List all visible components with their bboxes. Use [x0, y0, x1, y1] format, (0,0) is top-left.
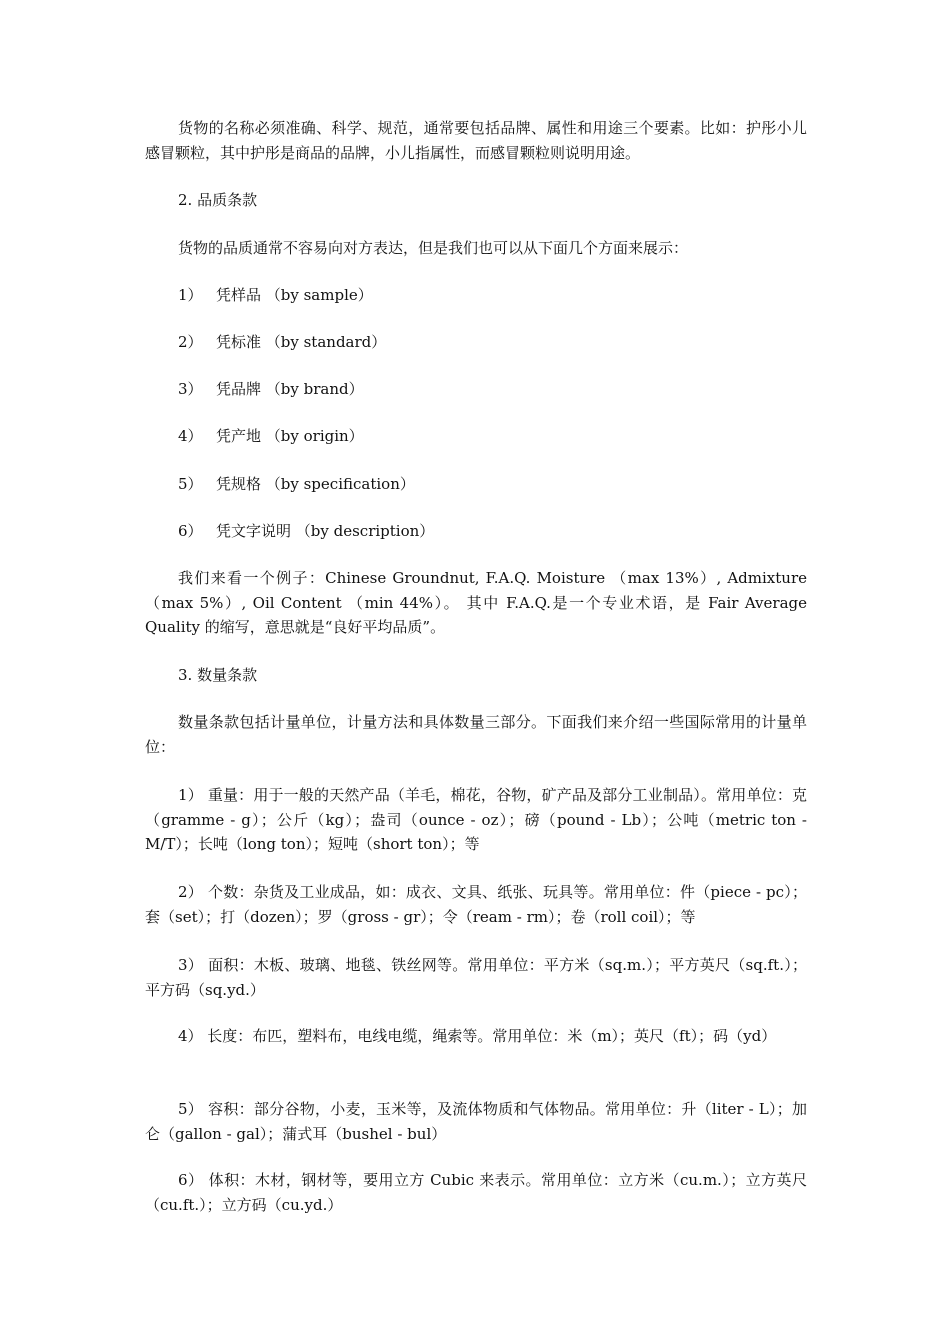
quality-intro-paragraph: 货物的品质通常不容易向对方表达，但是我们也可以从下面几个方面来展示： — [178, 239, 689, 257]
quality-item — [178, 424, 364, 449]
unit-length-paragraph: 4） 长度：布匹，塑料布，电线电缆，绳索等。常用单位：米（m）；英尺（ft）；码（yd） — [178, 1027, 777, 1045]
unit-weight-paragraph: 1） 重量：用于一般的天然产品（羊毛，棉花，谷物，矿产品及部分工业制品）。常用单位：克（gramme - g）；公斤（kg）；盎司（ounce - oz）；磅（pound - Lb）；公吨（metric ton - M/T）；长吨（long ton）；短吨（short ton）；等 — [145, 786, 807, 853]
unit-area-paragraph: 3） 面积：木板、玻璃、地毯、铁丝网等。常用单位：平方米（sq.m.）；平方英尺（sq.ft.）；平方码（sq.yd.） — [145, 956, 807, 999]
item-number: 3） — [178, 380, 203, 398]
quality-section-heading: 2. 品质条款 — [178, 191, 258, 209]
item-text: 凭规格 （by specification） — [216, 475, 415, 493]
item-text: 凭样品 （by sample） — [216, 286, 373, 304]
quantity-intro-paragraph: 数量条款包括计量单位，计量方法和具体数量三部分。下面我们来介绍一些国际常用的计量单位： — [145, 713, 807, 756]
item-text: 凭产地 （by origin） — [216, 427, 364, 445]
item-number: 1） — [178, 286, 203, 304]
item-text: 凭标准 （by standard） — [216, 333, 387, 351]
quality-item — [178, 519, 434, 544]
intro-paragraph: 货物的名称必须准确、科学、规范，通常要包括品牌、属性和用途三个要素。比如：护彤小儿感冒颗粒，其中护彤是商品的品牌，小儿指属性，而感冒颗粒则说明用途。 — [145, 119, 807, 162]
item-text: 凭文字说明 （by description） — [216, 522, 435, 540]
quality-item — [178, 377, 364, 402]
quality-item — [178, 283, 373, 308]
quality-example-paragraph: 我们来看一个例子：Chinese Groundnut, F.A.Q. Moisture （max 13%）, Admixture （max 5%）, Oil Content （min 44%）。 其中 F.A.Q.是一个专业术语，是 Fair Average Quality 的缩写，意思就是“良好平均品质”。 — [145, 569, 807, 636]
item-number: 4） — [178, 427, 203, 445]
unit-capacity-paragraph: 5） 容积：部分谷物，小麦，玉米等，及流体物质和气体物品。常用单位：升（liter - L）；加仑（gallon - gal）；蒲式耳（bushel - bul） — [145, 1100, 807, 1143]
unit-volume-paragraph: 6） 体积：木材，钢材等，要用立方 Cubic 来表示。常用单位：立方米（cu.m.）；立方英尺（cu.ft.）；立方码（cu.yd.） — [145, 1171, 807, 1214]
quality-item — [178, 330, 386, 355]
quantity-section-heading: 3. 数量条款 — [178, 666, 258, 684]
unit-count-paragraph: 2） 个数：杂货及工业成品，如：成衣、文具、纸张、玩具等。常用单位：件（piece - pc）；套（set）；打（dozen）；罗（gross - gr）；令（ream - rm）；卷（roll coil）；等 — [145, 883, 807, 926]
item-number: 5） — [178, 475, 203, 493]
quality-item — [178, 472, 415, 497]
item-number: 6） — [178, 522, 203, 540]
item-text: 凭品牌 （by brand） — [216, 380, 364, 398]
item-number: 2） — [178, 333, 203, 351]
